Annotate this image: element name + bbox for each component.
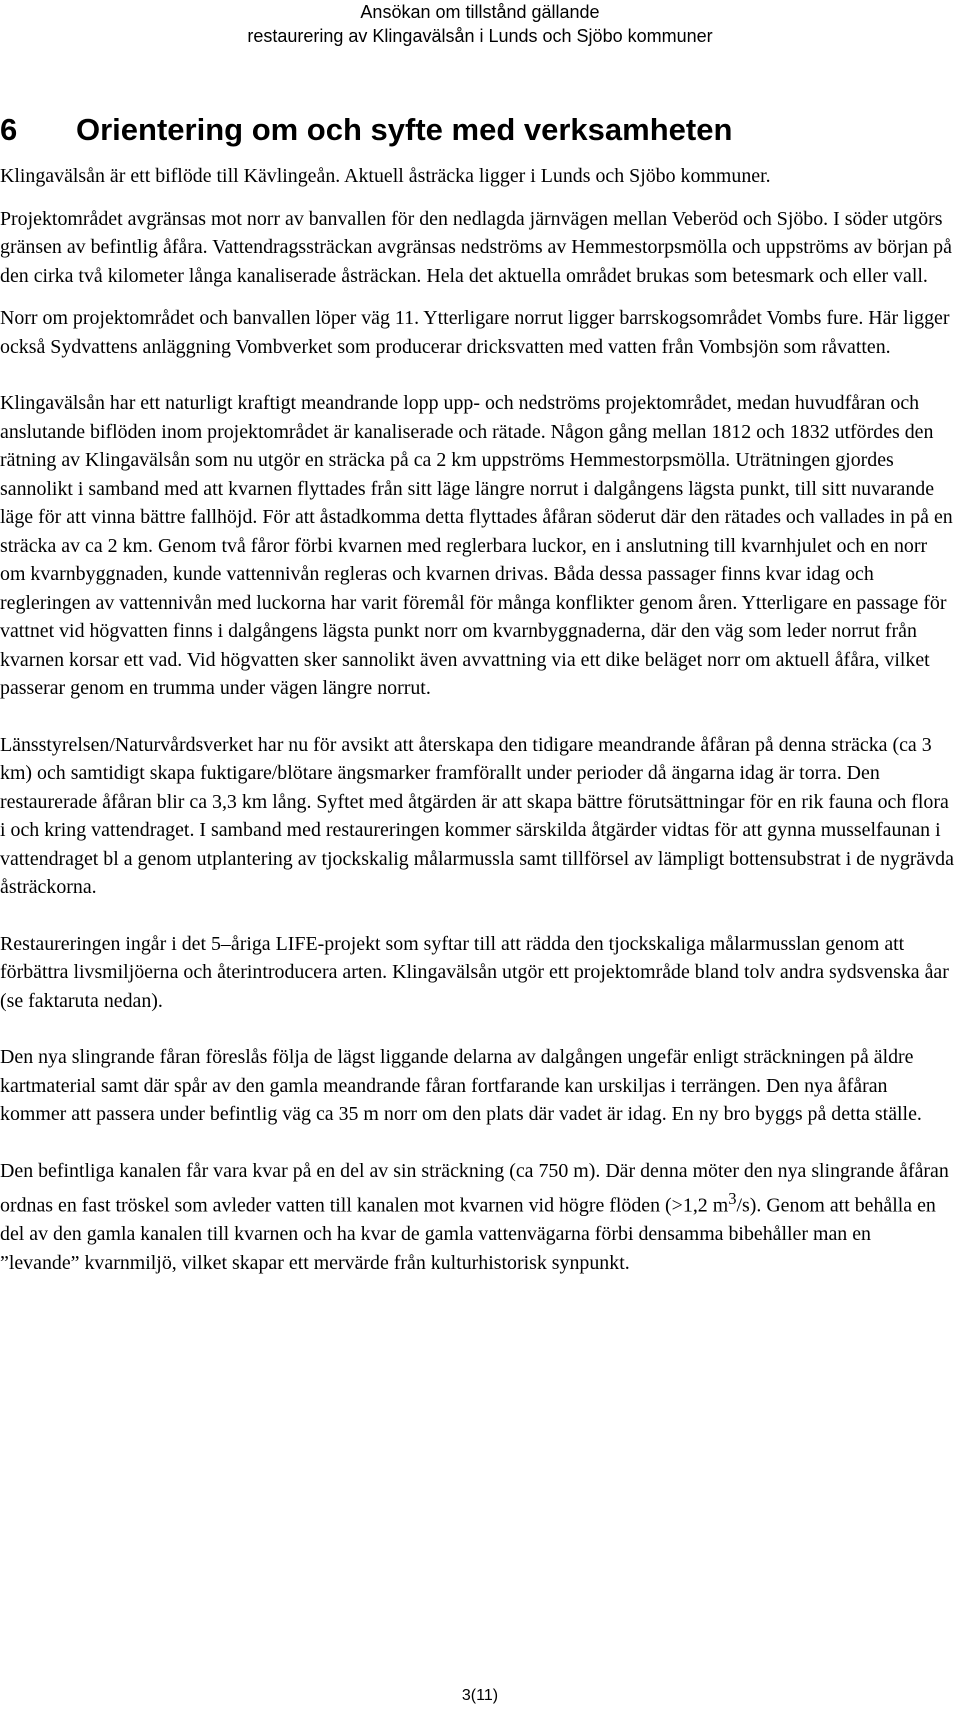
page-number: 3(11) — [461, 1687, 499, 1704]
header-title-line-2: restaurering av Klingavälsån i Lunds och Sjöbo kommuner — [247, 26, 713, 46]
superscript-exponent: 3 — [728, 1189, 737, 1208]
page-header — [0, 0, 960, 48]
paragraph-existing-canal — [0, 1157, 954, 1278]
paragraph-purpose: Länsstyrelsen/Naturvårdsverket har nu för avsikt att återskapa den tidigare meandrande åfåran på denna sträcka (ca 3 km) och samtidigt skapa fuktigare/blötare ängsmarker framförallt under perioder då ängarna idag är torra. Den restaurerade åfåran blir ca 3,3 km lång. Syftet med åtgärden är att skapa bättre förutsättningar för en rik fauna och flora i och kring vattendraget. I samband med restaureringen kommer särskilda åtgärder vidtas för att gynna musselfaunan i vattendraget bl a genom utplantering av tjockskalig målarmussla samt tillförsel av lämpligt bottensubstrat i de nygrävda åsträckorna. — [0, 733, 954, 898]
paragraph-existing-canal-part-2: /s). Genom att behålla en del av den gamla kanalen till kvarnen och ha kvar de gamla vattenvägarna förbi densamma bibehåller man en ”levande” kvarnmiljö, vilket skapar ett mervärde från kulturhistorisk synpunkt. — [0, 1194, 936, 1274]
section-number: 6 — [0, 112, 18, 147]
paragraph-north-area: Norr om projektområdet och banvallen löper väg 11. Ytterligare norrut ligger barrskogsområdet Vombs fure. Här ligger också Sydvattens anläggning Vombverket som producerar dricksvatten med vatten från Vombsjön som råvatten. — [0, 307, 950, 358]
section-heading — [0, 110, 732, 150]
header-title-line-1: Ansökan om tillstånd gällande — [360, 2, 600, 22]
paragraph-project-area: Projektområdet avgränsas mot norr av banvallen för den nedlagda järnvägen mellan Veberöd och Sjöbo. I söder utgörs gränsen av befintlig åfåra. Vattendragssträckan avgränsas nedströms av Hemmestorpsmölla och uppströms av början på den cirka två kilometer långa kanaliserade åsträckan. Hela det aktuella området brukas som betesmark och eller vall. — [0, 207, 952, 287]
paragraph-intro: Klingavälsån är ett biflöde till Kävlingeån. Aktuell åsträcka ligger i Lunds och Sjöbo kommuner. — [0, 165, 771, 187]
section-title: Orientering om och syfte med verksamheten — [76, 112, 733, 147]
paragraph-new-channel: Den nya slingrande fåran föreslås följa de lägst liggande delarna av dalgången ungefär enligt sträckningen på äldre kartmaterial samt där spår av den gamla meandrande fåran fortfarande kan urskiljas i terrängen. Den nya åfåran kommer att passera under befintlig väg ca 35 m norr om den plats där vadet är idag. En ny bro byggs på detta ställe. — [0, 1046, 922, 1125]
paragraph-history: Klingavälsån har ett naturligt kraftigt meandrande lopp upp- och nedströms projektområdet, medan huvudfåran och anslutande biflöden inom projektområdet är kanaliserade och rätade. Någon gång mellan 1812 och 1832 utfördes den rätning av Klingavälsån som nu utgör en sträcka på ca 2 km uppströms Hemmestorpsmölla. Uträtningen gjordes sannolikt i samband med att kvarnen flyttades från sitt läge längre norrut i dalgångens lägsta punkt, till sitt nuvarande läge för att vinna bättre fallhöjd. För att åstadkomma detta flyttades åfåran söderut där den rätades och vallades in på en sträcka av ca 2 km. Genom två fåror förbi kvarnen med reglerbara luckor, en i anslutning till kvarnhjulet och en norr om kvarnbyggnaden, kunde vattennivån regleras och kvarnen drivas. Båda dessa passager finns kvar idag och regleringen av vattennivån med luckorna har varit föremål för många konflikter genom åren. Ytterligare en passage för vattnet vid högvatten finns i dalgångens lägsta punkt norr om kvarnbyggnaderna, där den väg som leder norrut från kvarnen korsar ett vad. Vid högvatten sker sannolikt även avvattning via ett dike beläget norr om aktuell åfåra, vilket passerar genom en trumma under vägen längre norrut. — [0, 392, 953, 699]
document-body — [0, 162, 954, 1305]
paragraph-life-project: Restaureringen ingår i det 5–åriga LIFE-projekt som syftar till att rädda den tjockskaliga målarmusslan genom att förbättra livsmiljöerna och återintroducera arten. Klingavälsån utgör ett projektområde bland tolv andra sydsvenska åar (se faktaruta nedan). — [0, 932, 949, 1012]
paragraph-existing-canal-part-1: Den befintliga kanalen får vara kvar på en del av sin sträckning (ca 750 m). Där denna möter den nya slingrande åfåran ordnas en fast tröskel som avleder vatten till kanalen mot kvarnen vid högre flöden (>1,2 m — [0, 1159, 949, 1217]
